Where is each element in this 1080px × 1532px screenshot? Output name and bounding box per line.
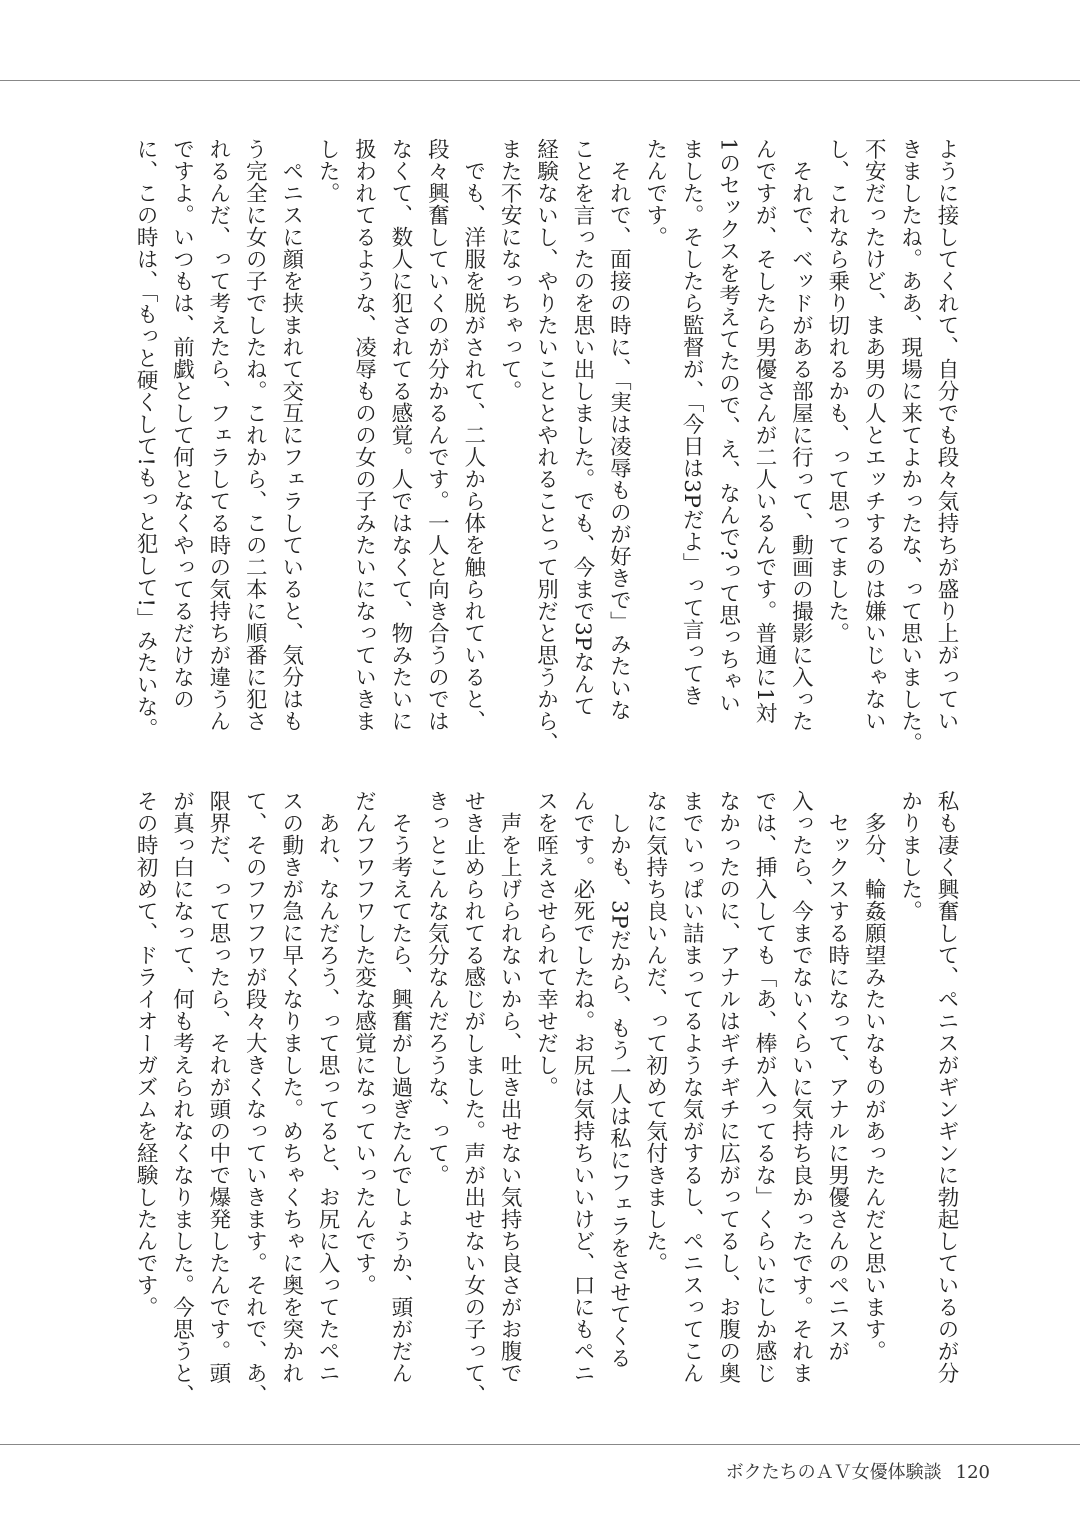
page-number: 120 — [955, 1462, 990, 1483]
text-column: ことを言ったのを思い出しました。でも、今まで3Pなんて — [569, 138, 595, 718]
text-column: きっとこんな気分なんだろうな、って。 — [424, 790, 450, 1186]
text-column: ように接してくれて、自分でも段々気持ちが盛り上がってい — [934, 138, 959, 732]
text-column: 限界だ、って思ったら、それが頭の中で爆発したんです。頭 — [205, 790, 231, 1384]
text-column: なに気持ち良いんだ、って初めて気付きました。 — [642, 790, 668, 1274]
text-block-bottom — [127, 790, 964, 1406]
text-column: までいっぱい詰まってるような気がするし、ペニスってこん — [679, 790, 705, 1384]
text-column: が真っ白になって、何も考えられなくなりました。今思うと、 — [169, 790, 195, 1406]
text-column: なかったのに、アナルはギチギチに広がってるし、お腹の奥 — [715, 790, 741, 1384]
text-column: した。 — [315, 138, 341, 204]
text-column: に、この時は、「もっと硬くして!もっと犯して!」みたいな。 — [133, 138, 159, 740]
text-column: では、挿入しても「あ、棒が入ってるな」くらいにしか感じ — [751, 790, 777, 1384]
header-rule — [0, 80, 1080, 81]
text-column: 経験ないし、やりたいこととやれることって別だと思うから、 — [533, 138, 559, 754]
text-column: れるんだ、って考えたら、フェラしてる時の気持ちが違うん — [205, 138, 231, 732]
text-column: セックスする時になって、アナルに男優さんのペニスが — [824, 790, 850, 1362]
text-column: 入ったら、今までないくらいに気持ち良かったです。それま — [788, 790, 814, 1384]
text-column: 声を上げられないから、吐き出せない気持ち良さがお腹で — [497, 790, 523, 1384]
text-column: それで、面接の時に、「実は凌辱ものが好きで」みたいな — [606, 138, 632, 722]
text-column: また不安になっちゃって。 — [497, 138, 523, 402]
text-column: なくて、数人に犯されてる感覚。人ではなくて、物みたいに — [387, 138, 413, 732]
text-column: でも、洋服を脱がされて、二人から体を触られていると、 — [460, 138, 486, 732]
text-column: だんフワフワした変な感覚になっていったんです。 — [351, 790, 377, 1296]
book-title: ボクたちのＡＶ女優体験談 — [725, 1462, 942, 1483]
text-column: 1のセックスを考えてたので、え、なんで?って思っちゃい — [715, 138, 741, 715]
text-column: 不安だったけど、まあ男の人とエッチするのは嫌いじゃない — [861, 138, 887, 732]
text-column: 多分、輪姦願望みたいなものがあったんだと思います。 — [861, 790, 887, 1362]
text-column: スを咥えさせられて幸せだし。 — [533, 790, 559, 1098]
text-column: う完全に女の子でしたね。これから、この二本に順番に犯さ — [242, 138, 268, 732]
text-column: 扱われてるような、凌辱ものの女の子みたいになっていきま — [351, 138, 377, 732]
text-column: スの動きが急に早くなりました。めちゃくちゃに奥を突かれ — [278, 790, 304, 1384]
text-column: 段々興奮していくのが分かるんです。一人と向き合うのでは — [424, 138, 450, 732]
text-column: あれ、なんだろう、って思ってると、お尻に入ってたペニ — [315, 790, 341, 1384]
footer-rule — [0, 1444, 1080, 1445]
text-column: きましたね。ああ、現場に来てよかったな、って思いました。 — [897, 138, 923, 754]
text-column: しかも、3Pだから、もう一人は私にフェラをさせてくる — [606, 790, 632, 1370]
text-column: んです。必死でしたね。お尻は気持ちいいけど、口にもペニ — [569, 790, 595, 1384]
text-column: せき止められてる感じがしました。声が出せない女の子って、 — [460, 790, 486, 1406]
text-column: んですが、そしたら男優さんが二人いるんです。普通に1対 — [751, 138, 777, 725]
page-footer — [712, 1458, 990, 1484]
text-column: し、これなら乗り切れるかも、って思ってました。 — [824, 138, 850, 644]
text-column: ですよ。いつもは、前戯として何となくやってるだけなの — [169, 138, 195, 710]
text-column: たんです。 — [642, 138, 668, 248]
text-column: 私も凄く興奮して、ペニスがギンギンに勃起しているのが分 — [934, 790, 959, 1384]
text-block-top — [127, 138, 964, 754]
text-column: ペニスに顔を挟まれて交互にフェラしていると、気分はも — [278, 138, 304, 732]
text-column: て、そのフワフワが段々大きくなっていきます。それで、あ、 — [242, 790, 268, 1406]
text-column: かりました。 — [897, 790, 923, 922]
text-column: ました。そしたら監督が、「今日は3Pだよ」って言ってき — [679, 138, 705, 707]
text-column: そう考えてたら、興奮がし過ぎたんでしょうか、頭がだん — [387, 790, 413, 1384]
text-column: その時初めて、ドライオーガズムを経験したんです。 — [133, 790, 159, 1318]
text-column: それで、ベッドがある部屋に行って、動画の撮影に入った — [788, 138, 814, 732]
